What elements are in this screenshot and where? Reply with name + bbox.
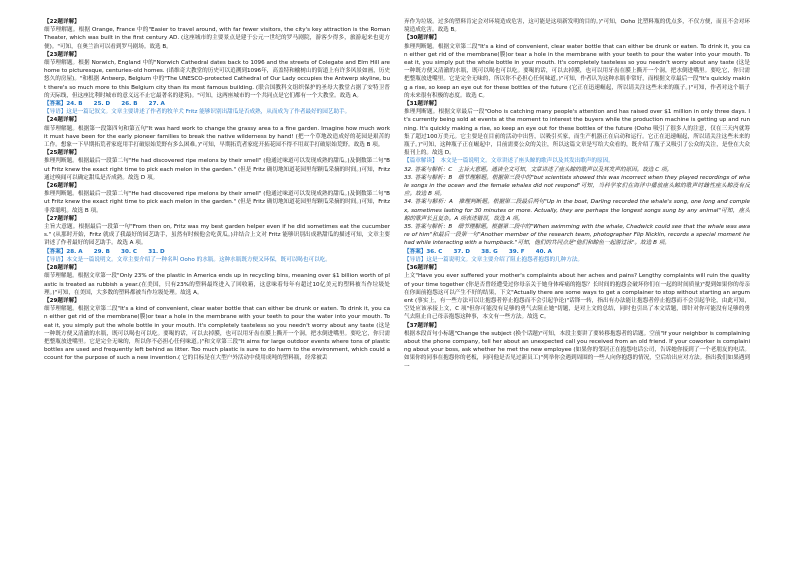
paragraph: 上文"Have you ever suffered your mother's complaints about her aches and pains? Lengthy complaints will ruin the quality of your time together (你是否曾经遭受过你母亲关于她身体疼痛的抱怨？长时间的抱怨会破坏你们在一起的时间质量)"提到如果你的母亲在你面前抱怨这可以产生不好的结果，下文"Actually there are some ways to get a complainer to stop without starting an argument (事实上，有一些方法可以让抱怨者停止抱怨而不会引起争论)"话锋一转，指出有办法能让抱怨者停止抱怨而不会引起争论，由此可知，空处应该承接上文，C 项"但你可能没有足够的勇气去阻止她"切题，是对上文的总结，同时也引出了本文话题，即针对你可能没有足够的勇气去阻止自己母亲抱怨这种事，本文有一些方法。故选 C。 bbox=[404, 273, 750, 321]
section-heading: 【22题详解】 bbox=[44, 19, 80, 25]
right-column bbox=[404, 18, 750, 552]
paragraph: 细节理解题。根据文章第二段"It's a kind of convenient, clear water bottle that can either be drunk or eaten. To drink it, you can either get rid of the membrane(膜)or tear a hole in the membrane with your teeth to pour the water into your mouth. To eat it, you simply put the whole bottle in your mouth. It's completely tasteless so you needn't worry about any taste (这是一种既方便又清澈的水瓶，既可以喝也可以吃。要喝的话，可以去掉膜，也可以用牙齿在膜上撕开一个洞，把水倒进嘴里。要吃它，你只需把整瓶放进嘴里。它是完全无味的，所以你不必担心任何味道。)"和文章第三段"It aims for large outdoor events where tons of plastic bottles are used and frequently left behind as litter. Too much plastic is sure to do harm to the environment, which could account for the purpose of such a new invention.( 它的目标是在大型户外活动中使用成吨的塑料瓶，经常被丢 bbox=[44, 306, 390, 362]
section-heading: 【24题详解】 bbox=[44, 117, 80, 124]
section-heading: 【28题详解】 bbox=[44, 265, 80, 272]
section-heading: 【37题详解】 bbox=[404, 322, 440, 329]
two-column-layout bbox=[44, 18, 750, 552]
guide-line: 【篇章解读】 本文是一篇说明文。文章讲述了座头鲸的歌声以及其发出歌声的原因。 bbox=[404, 158, 614, 165]
section-heading: 【25题详解】 bbox=[44, 150, 80, 157]
section-heading: 【23题详解】 bbox=[44, 51, 80, 58]
left-column bbox=[44, 18, 390, 552]
paragraph: 细节理解题。根据文章第一段"Only 23% of the plastic in America ends up in recycling bins, meaning over $1 billion worth of plastic is treated as rubbish a year.(在美国，只有23%的塑料最终进入了回收箱，这意味着每年有超过10亿美元的塑料被当作垃圾处理。)"可知，在美国，大多数的塑料都被当作垃圾处理。故选 A。 bbox=[44, 273, 390, 296]
paragraph: 弃作为垃圾。过多的塑料肯定会对环境造成危害，这可能是这项新发明的目的。)"可知，Ooho 比塑料瓶的优点多，不仅方便，而且不会对环境造成危害。故选 B。 bbox=[404, 19, 750, 34]
section-heading: 【30题详解】 bbox=[404, 35, 440, 42]
section-heading: 【36题详解】 bbox=[404, 265, 440, 272]
paragraph: 细节理解题。根据 Orange, France 中的"Easier to travel around, with far fewer visitors, the city's key attraction is the Roman Theater, which was built in the first century AD. (这座城市的主要景点是建于公元一世纪的罗马剧院，游客少得多，旅游起来也更方便)。"可知，在奥兰治可以看到罗马剧场。故选 B。 bbox=[44, 27, 390, 50]
paragraph: 33. 答案与解析：B 细节理解题。根据第三段中的"but scientists showed this was incorrect when they played recordings of whale songs in the ocean and the female whales did not respond"可知，当科学家们在海洋中播放座头鲸的歌声时雌性座头鲸没有反应。故选 B 项。 bbox=[404, 174, 750, 198]
paragraph: 推理判断题。根据最后一段第二句"He had discovered ripe melons by their smell" (他通过味道可以发现成熟的甜瓜。)及倒数第二句"But Fritz knew the exact right time to pick each melon in the garden." (但是 Fritz 确切地知道花园里每颗瓜采摘的时间。)可知，Fritz 非常聪明。故选 B 项。 bbox=[44, 191, 390, 214]
guide-line: 【导语】本文是一篇说明文。文章主要介绍了一种名叫 Ooho 的水瓶。这种水瓶既方便又环保，既可以喝也可以吃。 bbox=[44, 256, 331, 263]
section-heading: 【27题详解】 bbox=[44, 215, 80, 222]
guide-line: 【导语】这是一篇记叙文。文章主要讲述了作者的牧羊犬 Fritz 能够识别出甜瓜是否成熟，从而成为了作者最好的园艺助手。 bbox=[44, 109, 351, 116]
paragraph: 推理判断题。根据文章第二段"It's a kind of convenient, clear water bottle that can either be drunk or eaten. To drink it, you can either get rid of the membrane(膜)or tear a hole in the membrane with your teeth to pour the water into your mouth. To eat it, you simply put the whole bottle in your mouth. It's completely tasteless so you needn't worry about any taste (这是一种既方便又清澈的水瓶，既可以喝也可以吃。要喝的话，可以去掉膜，也可以用牙齿在膜上撕开一个洞，把水倒进嘴里。要吃它，你只需把整瓶放进嘴里。它是完全无味的，所以你不必担心任何味道。)"可知，作者认为这种水瓶非常好，而根据文章最后一段"It's quickly making a rise, so keep an eye out for these bottles of the future (它正在迅速崛起，所以请关注这些未来的瓶子。)"可知，作者对这个瓶子的未来很有积极的态度。故选 C。 bbox=[404, 43, 750, 99]
paragraph: 推理判断题。根据文章最后一段"Ooho is catching many people's attention and has raised over $1 million in only three days. It's currently being sold at events at the moment to interest the buyers while the production machine is getting up and running. It's quickly making a rise, so keep an eye out for these bottles of the future (Ooho 吸引了很多人的注意，仅在三天内就筹集了超过100万美元。它主要是在目前的活动中出售，以吸引买家，而生产机器正在启动和运行。它正在迅速崛起，所以请关注这些未来的瓶子。)"可知，这种瓶子正在崛起中，目前需要公众的关注，所以这篇文章是写给大众看的，既介绍了瓶子又吸引了公众的关注，是登在大众报刊上的。故选 D。 bbox=[404, 109, 750, 157]
section-heading: 【29题详解】 bbox=[44, 297, 80, 304]
section-heading: 【26题详解】 bbox=[44, 183, 80, 190]
paragraph: 35. 答案与解析：B 细节理解题。根据第二段中的"When swimming with the whale, Chadwick could see that the whale was aware of him"和最后一段第一句"Another member of the research team, photographer Flip Nicklin, records a special moment he had while interacting with a humpback."可知，他们的共同点是"他们和鲸鱼一起游过泳"。故选 B 项。 bbox=[404, 224, 750, 247]
section-heading: 【31题详解】 bbox=[404, 101, 440, 108]
paragraph: 细节理解题。根据第一段第四句和第五句"It was hard work to change the grassy area to a fine garden. Imagine how much work it must have been for the early pioneer families to break the native wilderness by hand! (把一个草地改造成好的花园是艰苦的工作。想象一下早期拓荒者家庭用手打破原始荒野有多么困难。)"可知，早期拓荒者家庭开拓花园不得不用双手打破原始荒野。故选 B 项。 bbox=[44, 125, 390, 149]
answer-line: 【答案】24. B 25. D 26. B 27. A bbox=[44, 101, 165, 108]
guide-line: 【导语】这是一篇说明文。文章主要介绍了阻止抱怨者抱怨的几种方法。 bbox=[404, 256, 584, 263]
paragraph: 根据本段首句小标题"Change the subject (换个话题)"可知，本段主要讲了要转移抱怨者的话题。空前"If your neighbor is complaining about the phone company, tell her about an unexpected call you received from an old friend. If your coworker is complaining about your boss, ask whether he met the new employee (如果你的邻居正在抱怨电话公司，告诉她你接到了一个老朋友的电话。如果你的同事在抱怨你的老板，问问他是否见过新员工)"列举你会遇到周围的一些人向你抱怨的情况，空后给出应对方法。指出我们如果遇到一 bbox=[404, 330, 750, 370]
paragraph: 细节理解题。根据 Norwich, England 中的"Norwich Cathedral dates back to 1096 and the streets of Colegate and Elm Hill are home to picturesque, centuries-old homes. (诺维奇大教堂的历史可以追溯到1096年，高盖特和榆树山的街道上有许多风景如画，历史悠久的房屋)。"和根据 Antwerp, Belgium 中的"The UNESCO-protected Cathedral of Our Lady occupies the Antwerp skyline, but there's so much more to this Belgium city than its most famous building. (联合国教科文组织保护的圣母大教堂占据了安特卫普的天际线，但这座比利时城市的意义远不止它最著名的建筑)。"可知，这两座城市的一个共同点是它们都有一个大教堂。故选 A。 bbox=[44, 60, 390, 99]
answer-line: 【答案】28. A 29. B 30. C 31. D bbox=[44, 248, 165, 255]
paragraph: 推理判断题。根据最后一段第二句"He had discovered ripe melons by their smell" (他通过味道可以发现成熟的甜瓜。)及倒数第二句"But Fritz knew the exact right time to pick each melon in the garden." (但是 Fritz 确切地知道花园里每颗瓜采摘的时间。)可知，Fritz 通过嗅闻可以确定甜瓜是否成熟。故选 D 项。 bbox=[44, 158, 390, 181]
paragraph: 主旨大意题。根据最后一段第一句"From then on, Fritz was my best garden helper even if he did sometimes eat the cucumbers." (从那时开始，Fritz 就成了我最好的园艺助手，虽然有时候他会吃黄瓜。)并结合上文对 Fritz 能够识别出成熟甜瓜的描述可知，文章主要讲述了作者最好的园艺助手。故选 A 项。 bbox=[44, 224, 390, 247]
answer-line: 【答案】36. C 37. D 38. G 39. F 40. A bbox=[404, 248, 552, 255]
paragraph: 32. 答案与解析：C 主旨大意题。通读全文可知，文章讲述了座头鲸的歌声以及其发声的原因。故选 C 项。 bbox=[404, 166, 673, 173]
paragraph: 34. 答案与解析：A 推理判断题。根据第二段最后两句"Up in the boat, Darling recorded the whale's song, one long and complex, sometimes lasting for 30 minutes or more. Actually, they are perhaps the longest songs sung by any animal"可知，座头鲸的歌声长且复杂。A 项表述错误，故选 A 项。 bbox=[404, 199, 750, 222]
